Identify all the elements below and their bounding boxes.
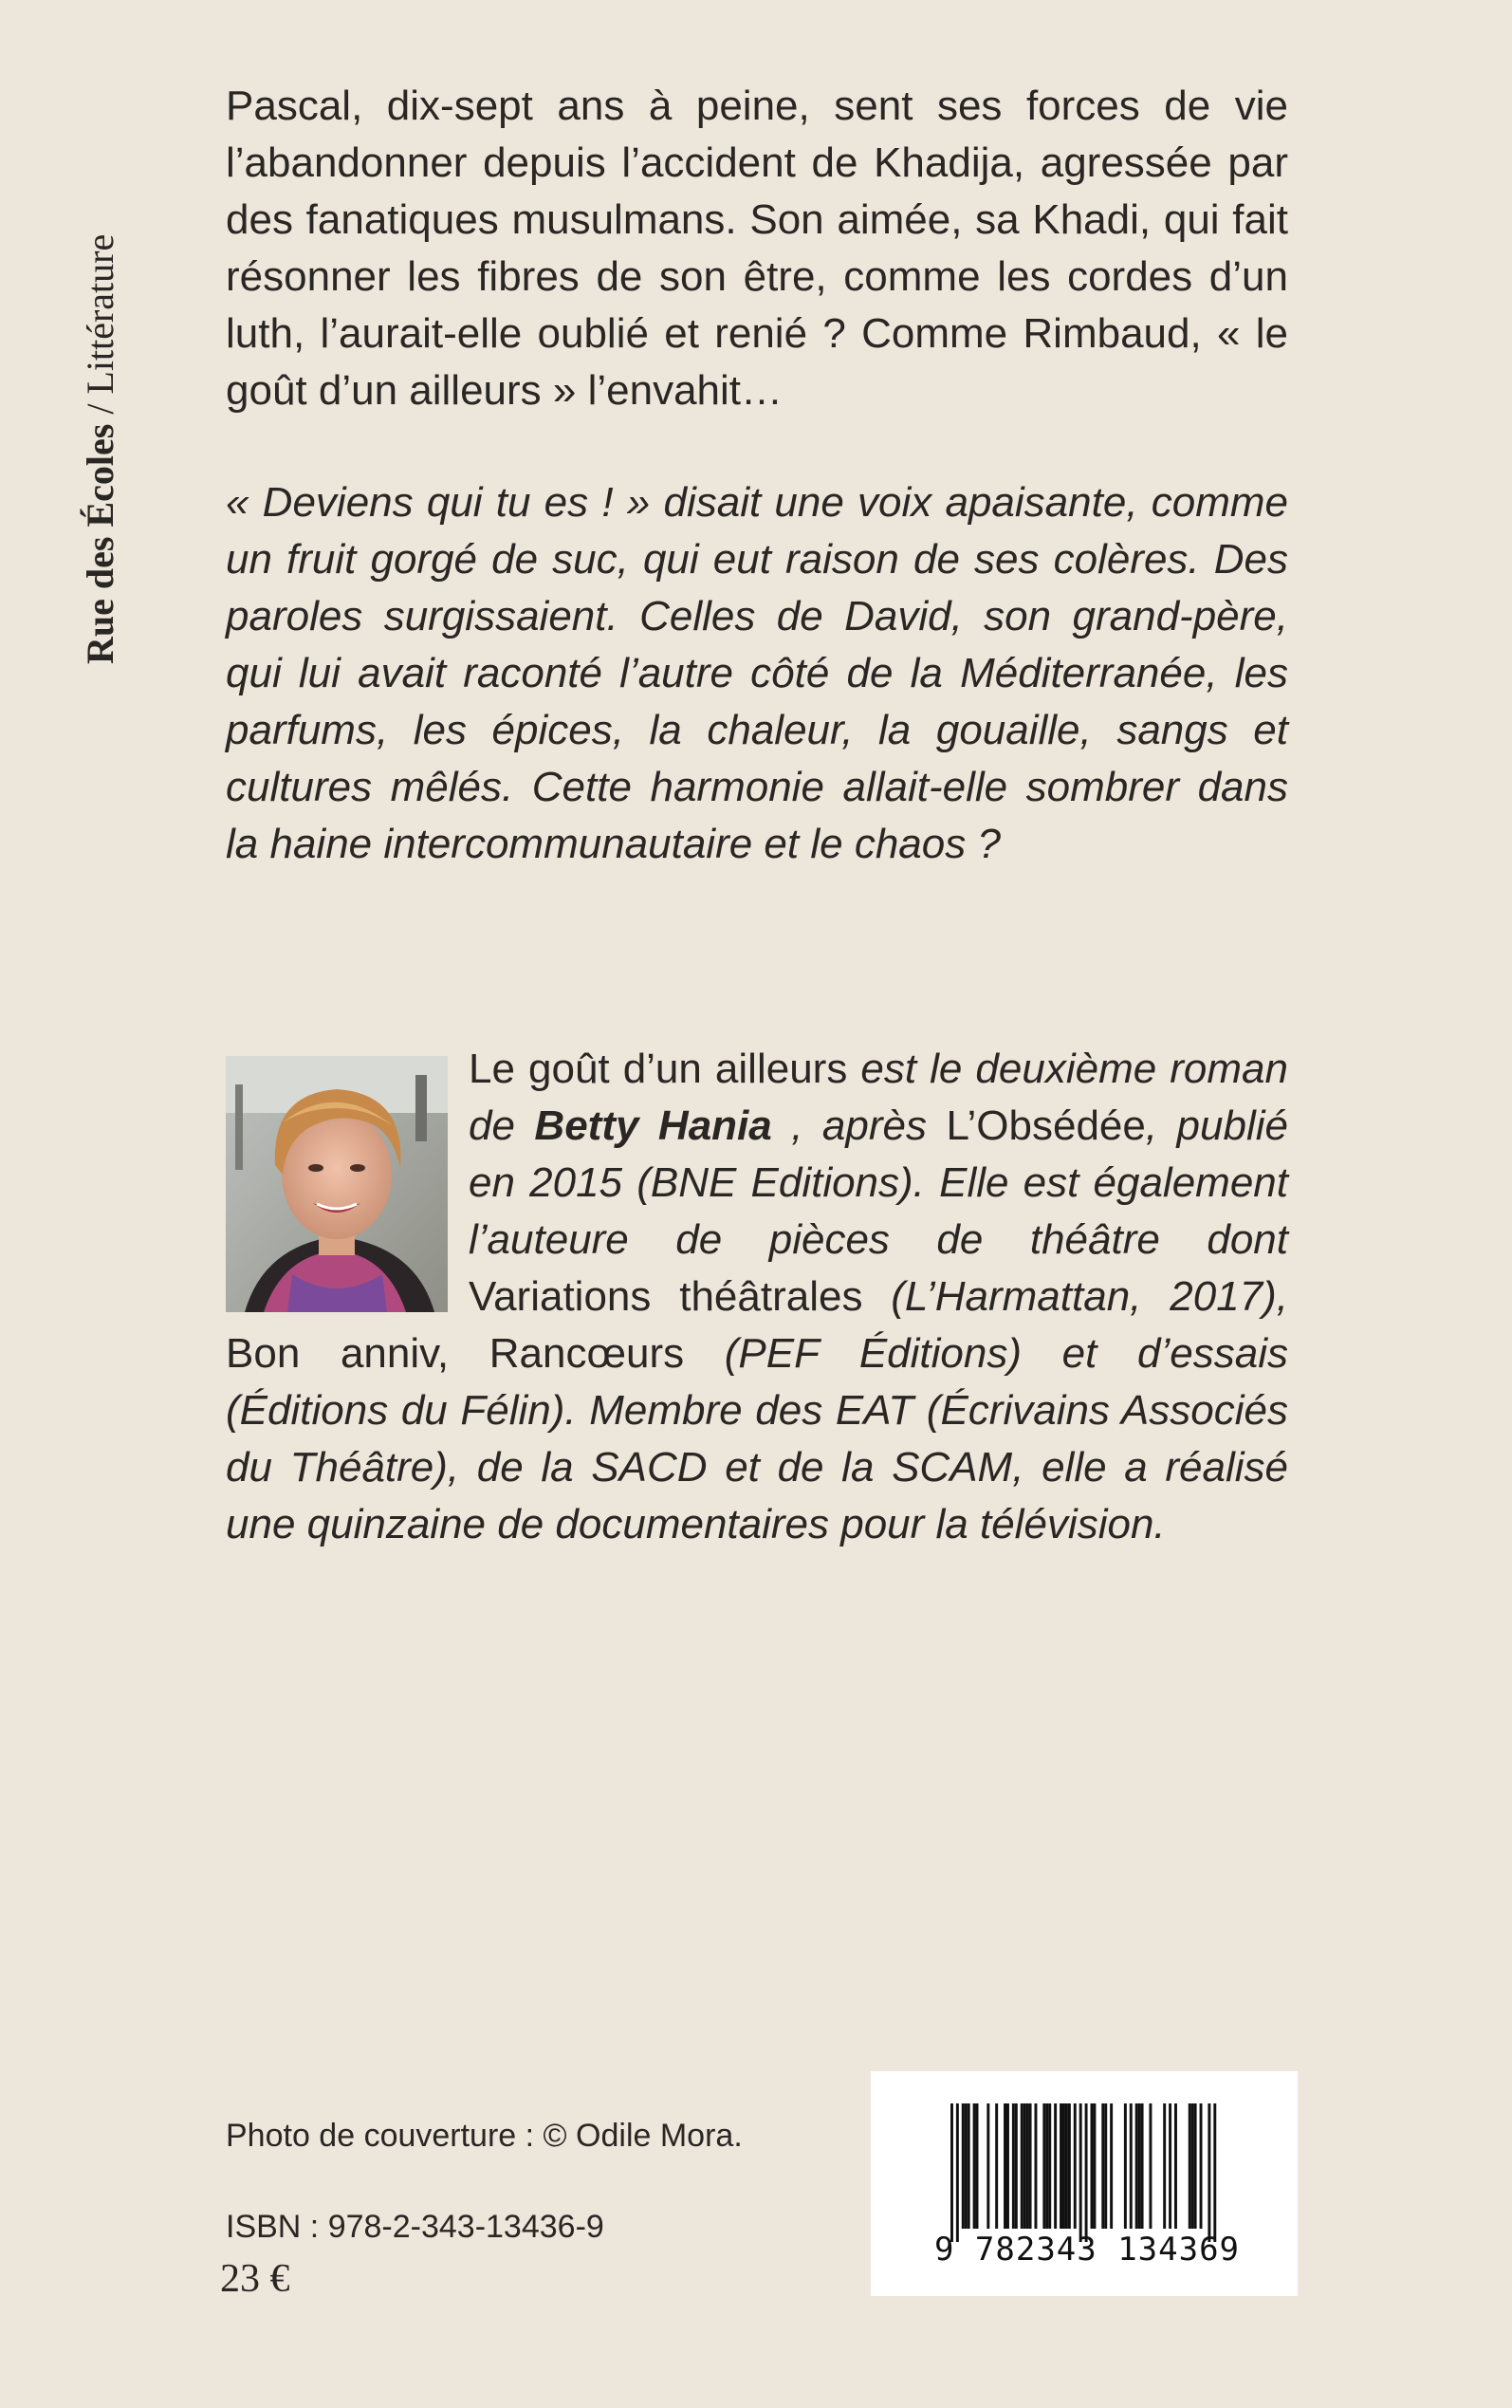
barcode-bar	[1194, 2103, 1197, 2229]
barcode-bar	[1130, 2103, 1133, 2229]
barcode-bar	[1138, 2103, 1141, 2229]
barcode-bar	[1054, 2103, 1057, 2229]
barcode-bar	[1035, 2103, 1038, 2229]
author-bio	[226, 1041, 1288, 1553]
barcode-bars	[950, 2103, 1218, 2246]
barcode-bar	[1101, 2103, 1104, 2229]
barcode-bar	[968, 2103, 970, 2229]
barcode-bar	[1060, 2103, 1062, 2229]
genre-name: Littérature	[79, 233, 121, 395]
bio-text: , après	[771, 1102, 947, 1149]
barcode-bar	[962, 2103, 965, 2229]
synopsis-paragraph-1	[226, 78, 1288, 419]
barcode-bar	[1012, 2103, 1015, 2229]
barcode-bar	[1065, 2103, 1068, 2229]
price: 23 €	[220, 2257, 290, 2301]
spine-separator: /	[79, 394, 121, 424]
barcode-bar	[950, 2103, 953, 2242]
bio-text: (L’Harmattan, 2017),	[862, 1273, 1288, 1320]
barcode-bar	[1079, 2103, 1082, 2242]
synopsis-text-2: « Deviens qui tu es ! » disait une voix apaisante, comme un fruit gorgé de suc, qui eut raison de ses colères. Des paroles surgissaient. Celles de David, son grand-père, qui lui avait raconté l’autre côté de la Méditerranée, les parfums, les épices, la chaleur, la gouaille, sangs et cultures mêlés. Cette harmonie allait-elle sombrer dans la haine intercommunautaire et le chaos ?	[226, 479, 1288, 867]
barcode-bar	[1141, 2103, 1144, 2229]
barcode-bar	[1208, 2103, 1210, 2242]
photo-spacer	[226, 1041, 469, 1297]
barcode-bar	[1015, 2103, 1018, 2229]
barcode-bar	[976, 2103, 979, 2229]
barcode-bar	[1068, 2103, 1071, 2229]
barcode-bar	[1045, 2103, 1048, 2229]
bio-text: , publié en 2015 (BNE Editions). Elle est également l’auteure de pièces de théâtre dont	[469, 1102, 1288, 1263]
barcode-bar	[1021, 2103, 1023, 2229]
isbn: ISBN : 978-2-343-13436-9	[226, 2209, 604, 2245]
barcode-bar	[1093, 2103, 1096, 2229]
bio-text: (PEF Éditions) et d’essais (Éditions du Félin). Membre des EAT (Écrivains Associés du Théâtre), de la SACD et de la SCAM, elle a réalisé une quinzaine de documentaires pour la télévision.	[226, 1330, 1288, 1547]
barcode-bar	[1062, 2103, 1065, 2229]
spine-text	[78, 234, 122, 664]
barcode-bar	[1085, 2103, 1088, 2242]
barcode-bar	[1048, 2103, 1051, 2229]
barcode-digits: 9 782343 134369	[933, 2231, 1241, 2269]
play-title: Variations théâtrales	[469, 1273, 863, 1320]
barcode-bar	[1042, 2103, 1045, 2229]
play-titles: Bon anniv, Rancœurs	[226, 1330, 685, 1377]
barcode-bar	[1163, 2103, 1166, 2229]
series-name: Rue des Écoles	[79, 423, 121, 664]
barcode-bar	[995, 2103, 998, 2229]
bio-text: est le deuxième roman de	[469, 1046, 1288, 1149]
barcode-bar	[1110, 2103, 1113, 2229]
photo-credit: Photo de couverture : © Odile Mora.	[226, 2118, 743, 2154]
barcode-bar	[1124, 2103, 1127, 2229]
barcode-bar	[1074, 2103, 1077, 2229]
previous-book-title: L’Obsédée	[946, 1102, 1146, 1149]
synopsis-paragraph-2	[226, 474, 1288, 873]
barcode-bar	[965, 2103, 968, 2229]
barcode-bar	[1026, 2103, 1029, 2229]
barcode-bar	[1200, 2103, 1203, 2229]
barcode-bar	[1135, 2103, 1138, 2229]
synopsis-text-1: Pascal, dix-sept ans à peine, sent ses forces de vie l’abandonner depuis l’accident de Khadija, agressée par des fanatiques musulmans. Son aimée, sa Khadi, qui fait résonner les fibres de son être, comme les cordes d’un luth, l’aurait-elle oublié et renié ? Comme Rimbaud, « le goût d’un ailleurs » l’envahit…	[226, 83, 1288, 414]
barcode-bar	[973, 2103, 976, 2229]
barcode-bar	[1023, 2103, 1026, 2229]
author-name: Betty Hania	[534, 1102, 772, 1149]
barcode-bar	[956, 2103, 959, 2242]
barcode-bar	[986, 2103, 989, 2229]
barcode-bar	[1174, 2103, 1177, 2229]
barcode-bar	[1149, 2103, 1152, 2229]
barcode-bar	[1213, 2103, 1216, 2242]
barcode-bar	[1091, 2103, 1094, 2229]
barcode	[871, 2071, 1298, 2296]
barcode-bar	[1191, 2103, 1194, 2229]
barcode-bar	[1104, 2103, 1107, 2229]
barcode-bar	[1006, 2103, 1009, 2229]
barcode-bar	[1189, 2103, 1191, 2229]
barcode-bar	[1004, 2103, 1006, 2229]
barcode-bar	[1029, 2103, 1032, 2229]
barcode-bar	[1169, 2103, 1171, 2229]
book-title: Le goût d’un ailleurs	[469, 1046, 848, 1092]
